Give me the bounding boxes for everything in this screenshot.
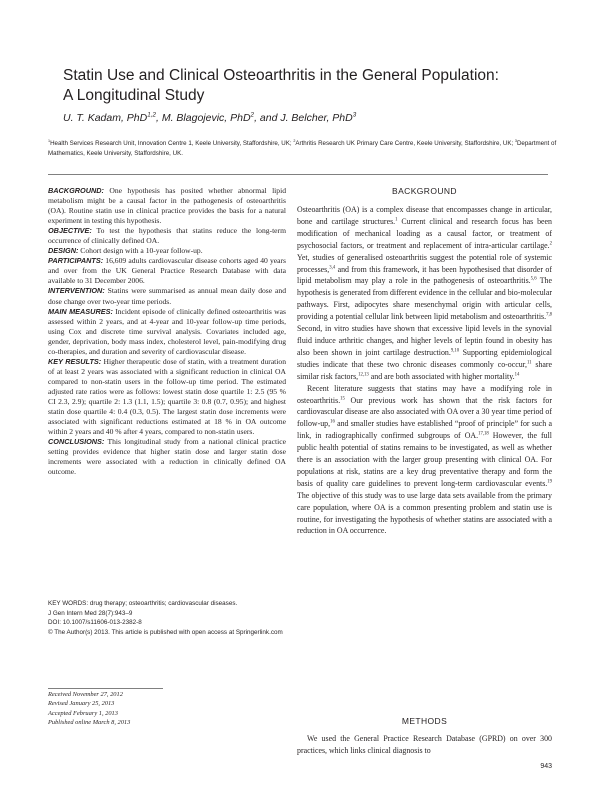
published-date: Published online March 8, 2013: [48, 718, 131, 726]
citation-mark: 14: [514, 372, 520, 378]
abstract-section-label: MAIN MEASURES:: [48, 306, 113, 316]
citation-mark: 15: [340, 395, 345, 401]
abstract-section-text: This longitudinal study from a national clinical practice setting provides evidence that higher statin dose and larger statin dose increments were associated with a reduction in clinically defined OA outcome.: [48, 437, 286, 477]
author-affiliation-mark: 2: [250, 111, 255, 119]
citation-mark: 19: [547, 479, 552, 485]
dates-divider: [48, 688, 163, 689]
citation-mark: 11: [526, 360, 532, 366]
methods-heading: METHODS: [401, 716, 448, 726]
affiliation-text: Department of Mathematics, Keele University, Staffordshire, UK.: [48, 140, 557, 157]
accepted-date: Accepted February 1, 2013: [48, 709, 118, 717]
header-divider: [48, 174, 548, 175]
author-name: J. Belcher, PhD: [280, 112, 353, 124]
background-paragraph: Osteoarthritis (OA) is a complex disease that encompasses change in articular, bone and cartilage structures.$^1$ Current clinical and research focus has been modification of mechanical loading as a causal factor, or treatment of psychosocial factors, or treatment and replacement of intra-articular cartilage.$^2$ Yet, studies of generalised osteoarthritis suggest the potential role of systemic processes,$^{3,4}$ and from this framework, it has been hypothesised that disorder of lipid metabolism may play a role in the pathogenesis of osteoarthritis.$^{5,6}$ The hypothesis is generated from different evidence in the cellular and bio-molecular pathways. First, adipocytes share mesenchymal origin with articular cells, providing a potential cellular link between lipid metabolism and osteoarthritis.$^{7,8}$ Second, in vitro studies have shown that excessive lipid levels in the synovial fluid induce arthritic changes, and higher levels of leptin found in obesity has also been shown in joint cartilage destruction.$^{9,10}$ Supporting epidemiological studies indicate that these two chronic diseases commonly co-occur,$^{11}$ share similar risk factors,$^{12,13}$ and are both associated with higher mortality.$^{14}$: [297, 205, 553, 381]
abstract: [48, 186, 286, 477]
affiliation-text: Arthritis Research UK Primary Care Centre, Keele University, Staffordshire, UK;: [295, 140, 515, 147]
abstract-section-text: 16,609 adults cardiovascular disease cohorts aged 40 years and over from the UK General Practice Research Database with data available to 31 December 2006.: [48, 256, 286, 286]
abstract-section: [48, 246, 286, 256]
title-line-1: Statin Use and Clinical Osteoarthritis in the General Population:: [63, 67, 499, 84]
article-meta: [48, 599, 286, 637]
abstract-section-label: CONCLUSIONS:: [48, 437, 105, 447]
author-name: U. T. Kadam, PhD: [63, 112, 148, 124]
received-date: Received November 27, 2012: [48, 691, 123, 698]
abstract-section-text: Higher therapeutic dose of statin, with a treatment duration of at least 2 years was associated with a significant reduction in clinical OA compared to non-statin users in the follow-up time period. The estimated adjusted rate ratios were as follows: lowest statin dose quartile 1: 2.5 (95 % CI 2.3, 2.9); quartile 2: 1.3 (1.1, 1.5); quartile 3: 0.8 (0.7, 0.95); and highest statin dose quartile 4: 0.4 (0.3, 0.5). The largest statin dose increments were associated with significant reductions estimated at 18 % in OA outcome within 2 years and 40 % after 4 years, compared to non-statin users.: [48, 356, 287, 437]
page-number: 943: [540, 763, 552, 770]
affiliation-mark: 2: [293, 138, 296, 143]
abstract-section-text: Cohort design with a 10-year follow-up.: [78, 246, 203, 256]
author-affiliation-mark: 1,2: [147, 111, 156, 119]
abstract-section-text: Statins were summarised as annual mean daily dose and dose change over two-year time periods.: [48, 286, 286, 306]
abstract-section-label: OBJECTIVE:: [48, 226, 92, 236]
author-list: U. T. Kadam, PhD$^{1,2}$, M. Blagojevic, PhD$^2$, and J. Belcher, PhD$^3$: [63, 111, 357, 124]
abstract-section: [48, 256, 286, 286]
affiliations: [48, 139, 568, 159]
abstract-section-label: KEY RESULTS:: [48, 356, 102, 366]
citation-mark: 9,10: [450, 348, 460, 354]
citation-mark: 1: [395, 217, 398, 223]
background-body: [297, 204, 552, 537]
affiliation-text: Health Services Research Unit, Innovation Centre 1, Keele University, Staffordshire, UK;: [50, 140, 294, 147]
abstract-section-text: Incident episode of clinically defined osteoarthritis was assessed within 2 years, and at 4-year and 10-year follow-up time periods, using Cox and discrete time survival analysis. Covariates included age, gender, deprivation, body mass index, cholesterol level, pain-modifying drug co-therapies, and duration and severity of cardiovascular disease.: [48, 306, 286, 356]
abstract-section-text: One hypothesis has posited whether abnormal lipid metabolism might be a causal factor in the pathogenesis of osteoarthritis (OA). Routine statin use in clinical practice provides the basis for a natural experiment in testing this hypothesis.: [48, 186, 286, 226]
affiliation-mark: 3: [514, 138, 517, 143]
abstract-section: [48, 286, 286, 306]
article-title: [63, 66, 563, 106]
abstract-section-text: To test the hypothesis that statins reduce the long-term occurrence of clinically defined OA.: [48, 226, 286, 246]
abstract-section: [48, 357, 286, 437]
affiliation-mark: 1: [48, 138, 51, 143]
background-paragraph: Recent literature suggests that statins may have a modifying role in osteoarthritis.$^{15}$ Our previous work has shown that the risk factors for cardiovascular disease are also associated with OA over a 30 year time period of follow-up,$^{16}$ and smaller studies have established “proof of principle” for such a link, in radiographically confirmed subgroups of OA.$^{17,18}$ However, the full public health potential of statins remains to be investigated, as well as whether there is an association with the larger group presenting with clinical OA. For populations at risk, statins are a key drug preventative therapy and form the basis of quality care guidelines to prevent long-term cardiovascular events.$^{19}$ The objective of this study was to use large data sets available from the primary care population, where OA is a common presenting problem and statin use is routine, for investigating the hypothesis of whether statins are associated with a reduction in OA occurrence.: [297, 383, 552, 536]
publication-dates: [48, 690, 248, 727]
background-heading: BACKGROUND: [392, 186, 457, 196]
abstract-section: [48, 226, 286, 246]
doi-line: DOI: 10.1007/s11606-013-2382-8: [48, 619, 142, 626]
abstract-section: [48, 437, 286, 477]
abstract-section-label: PARTICIPANTS:: [48, 256, 104, 266]
citation-mark: 7,8: [546, 312, 552, 318]
author-affiliation-mark: 3: [352, 111, 357, 119]
abstract-section-label: BACKGROUND:: [48, 186, 104, 195]
citation-mark: 12,13: [358, 372, 369, 378]
citation-mark: 16: [330, 419, 335, 425]
keywords-line: KEY WORDS: drug therapy; osteoarthritis; cardiovascular diseases.: [48, 600, 238, 607]
citation-mark: 5,6: [530, 276, 537, 282]
citation-mark: 3,4: [329, 264, 336, 270]
citation-mark: 2: [549, 241, 552, 247]
abstract-section: [48, 186, 286, 226]
citation-mark: 17,18: [478, 431, 489, 437]
journal-citation: J Gen Intern Med 28(7):943–9: [48, 609, 133, 617]
abstract-section-label: DESIGN:: [48, 246, 79, 256]
abstract-section: [48, 307, 286, 357]
title-line-2: A Longitudinal Study: [63, 87, 205, 104]
revised-date: Revised January 25, 2013: [48, 700, 115, 708]
copyright-line: © The Author(s) 2013. This article is published with open access at Springerlink.com: [48, 628, 283, 636]
author-name: M. Blagojevic, PhD: [161, 112, 251, 124]
methods-body: We used the General Practice Research Database (GPRD) on over 300 practices, which links clinical diagnosis to: [297, 734, 552, 755]
abstract-section-label: INTERVENTION:: [48, 286, 105, 296]
